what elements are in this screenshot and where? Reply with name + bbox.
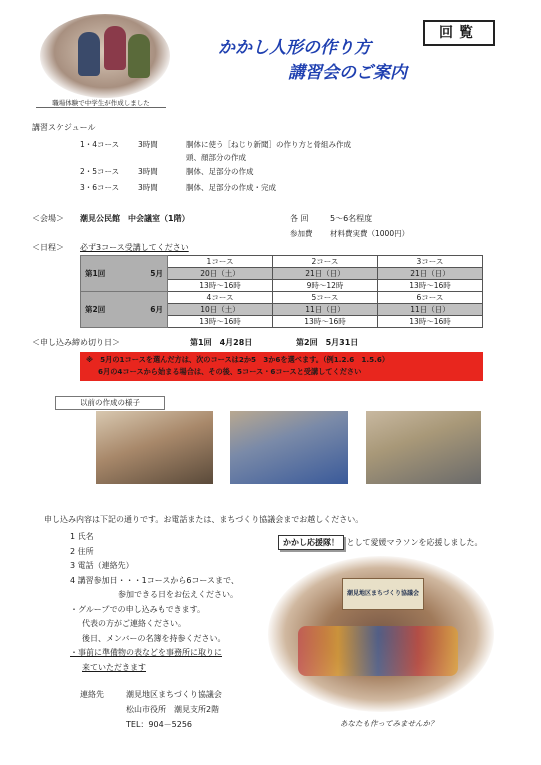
session-cell: [81, 268, 168, 280]
apply-group3: 後日、メンバーの名簿を持参ください。: [82, 633, 226, 643]
venue-label: ＜会場＞: [32, 214, 64, 223]
workshop-photo: [366, 411, 481, 484]
contact-org: 潮見地区まちづくり協議会: [126, 690, 222, 699]
title-line1: かかし人形の作り方: [218, 38, 371, 58]
contact-tel: TEL：904－5256: [126, 720, 193, 729]
contact-address: 松山市役所 潮見支所2階: [126, 705, 220, 714]
support-line: [278, 535, 483, 550]
support-badge: かかし応援隊！: [278, 535, 344, 550]
capacity-label: 各 回: [290, 214, 309, 223]
session-cell: [81, 316, 168, 328]
course-desc: 胴体、足部分の作成・完成: [186, 183, 276, 192]
time-cell: 13時～16時: [273, 316, 378, 328]
table-row: [81, 280, 483, 292]
deadline-first: 第1回 4月28日: [190, 338, 253, 347]
notice-line1: ※ 5月の1コースを選んだ方は、次のコースは2か5 3か6を選べます。（例1.2.6 1.5.6）: [86, 355, 390, 364]
dates-label: ＜日程＞: [32, 243, 64, 252]
course-label: 1・4コース: [80, 140, 120, 149]
session-cell: [81, 256, 168, 268]
table-row: [81, 316, 483, 328]
schedule-heading: 講習スケジュール: [32, 123, 96, 132]
scarecrow-photo-top: [40, 14, 170, 98]
time-cell: 13時～16時: [377, 280, 482, 292]
apply-item-cont: 参加できる日をお伝えください。: [118, 590, 238, 599]
apply-list: [70, 530, 239, 675]
course-hours: 3時間: [138, 140, 158, 149]
session-cell: [81, 292, 168, 304]
table-row: [81, 256, 483, 268]
notice-line2: 6月の4コースから始まる場合は、その後、5コース・6コースと受講してください: [98, 367, 362, 376]
time-cell: 13時～16時: [377, 316, 482, 328]
apply-prep1: ・事前に準備物の表などを事務所に取りに: [70, 648, 222, 657]
kairan-badge: 回覧: [423, 20, 495, 46]
course-label: 2・5コース: [80, 167, 120, 176]
capacity-value: 5～6名程度: [330, 214, 373, 223]
venue-name: 潮見公民館 中会議室（1階）: [80, 214, 190, 223]
session-month: 5月: [150, 269, 164, 278]
table-row: [81, 268, 483, 280]
apply-group2: 代表の方がご連絡ください。: [82, 619, 186, 628]
time-cell: 13時～16時: [168, 316, 273, 328]
course-hours: 3時間: [138, 183, 158, 192]
scarecrow-crowd: [298, 626, 458, 676]
apply-item: 2 住所: [70, 546, 94, 556]
course-cell: 5コース: [273, 292, 378, 304]
course-cell: 3コース: [377, 256, 482, 268]
course-cell: 4コース: [168, 292, 273, 304]
day-cell: 21日（日）: [377, 268, 482, 280]
fee-label: 参加費: [290, 229, 313, 238]
title-line2: 講習会のご案内: [288, 63, 407, 83]
course-desc: 胴体に使う［ねじり新聞］の作り方と骨組み作成: [186, 140, 351, 149]
apply-item: 3 電話（連絡先）: [70, 561, 134, 570]
doll-figure: [128, 34, 150, 78]
deadline-label: ＜申し込み締め切り日＞: [32, 338, 120, 347]
day-cell: 11日（日）: [377, 304, 482, 316]
session-label: 第1回: [85, 269, 106, 278]
session-cell: [81, 304, 168, 316]
course-cell: 6コース: [377, 292, 482, 304]
notice-banner: [80, 352, 483, 381]
photo-sign: 潮見地区まちづくり協議会: [342, 578, 424, 610]
session-month: 6月: [150, 305, 164, 314]
doll-figure: [78, 32, 100, 76]
table-row: [81, 304, 483, 316]
apply-item: 4 講習参加日・・・1コースから6コースまで、: [70, 575, 239, 585]
dates-note: 必ず3コース受講してください: [80, 243, 189, 252]
marathon-photo: [268, 556, 494, 712]
support-text: として愛媛マラソンを応援しました。: [346, 538, 483, 547]
course-label: 3・6コース: [80, 183, 120, 192]
course-desc: 頭、顔部分の作成: [186, 153, 246, 162]
apply-intro: 申し込み内容は下記の通りです。お電話または、まちづくり協議会までお越しください。: [44, 515, 364, 524]
time-cell: 9時～12時: [273, 280, 378, 292]
workshop-photo: [230, 411, 348, 484]
apply-group: ・グループでの申し込みもできます。: [70, 604, 205, 614]
course-cell: 1コース: [168, 256, 273, 268]
day-cell: 20日（土）: [168, 268, 273, 280]
photo-caption: 職場体験で中学生が作成しました: [36, 98, 166, 108]
course-desc: 胴体、足部分の作成: [186, 167, 254, 176]
day-cell: 10日（土）: [168, 304, 273, 316]
bottom-caption: あなたも作ってみませんか？: [340, 719, 438, 728]
schedule-table: [80, 255, 483, 328]
apply-prep2: 来ていただきます: [82, 662, 146, 672]
past-label: 以前の作成の様子: [55, 396, 165, 410]
contact-label: 連絡先: [80, 690, 104, 699]
course-hours: 3時間: [138, 167, 158, 176]
course-cell: 2コース: [273, 256, 378, 268]
workshop-photo: [96, 411, 213, 484]
fee-value: 材料費実費（1000円）: [330, 229, 410, 238]
doll-figure: [104, 26, 126, 70]
day-cell: 11日（日）: [273, 304, 378, 316]
apply-item: 1 氏名: [70, 532, 94, 541]
session-cell: [81, 280, 168, 292]
table-row: [81, 292, 483, 304]
deadline-second: 第2回 5月31日: [296, 338, 359, 347]
day-cell: 21日（日）: [273, 268, 378, 280]
session-label: 第2回: [85, 305, 106, 314]
time-cell: 13時～16時: [168, 280, 273, 292]
